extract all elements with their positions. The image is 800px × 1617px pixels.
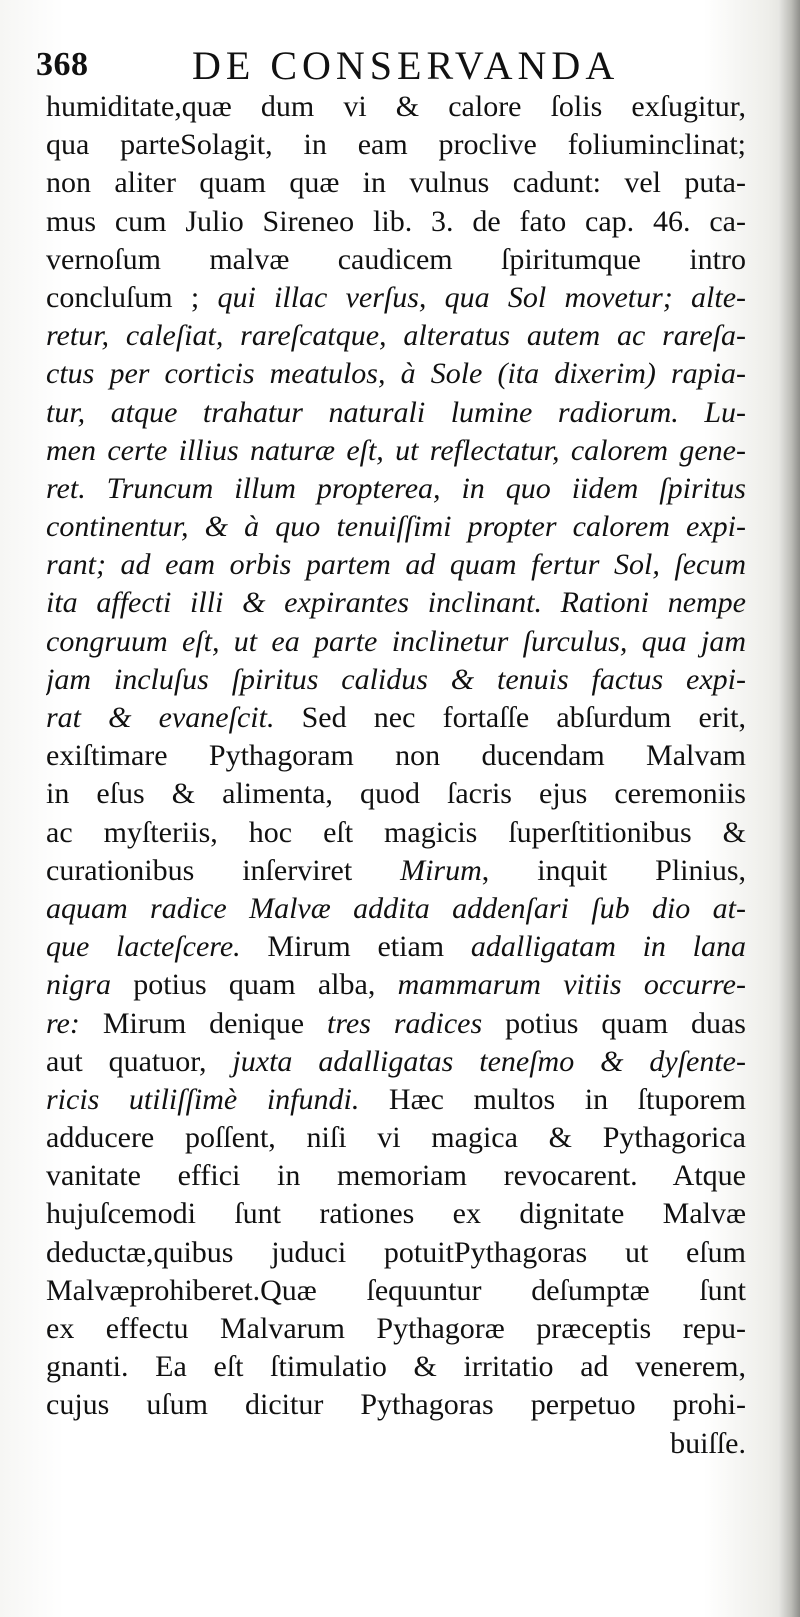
roman-text: Sed nec fortaſſe abſurdum erit, (301, 701, 746, 734)
roman-text: adducere poſſent, niſi vi magica & Pythagorica (46, 1121, 746, 1155)
roman-text: concluſum ; (46, 280, 218, 314)
text-line (46, 852, 746, 890)
italic-text: ret. Truncum illum propterea, in quo iidem ſpiritus (46, 471, 746, 505)
italic-text: juxta adalligatas teneſmo & dyſente- (232, 1044, 746, 1078)
text-line (46, 394, 746, 432)
roman-text: non aliter quam quæ in vulnus cadunt: vel puta- (46, 166, 746, 200)
text-line (46, 1272, 746, 1310)
text-line (46, 164, 746, 202)
roman-text: curationibus inſerviret (46, 853, 401, 887)
roman-text: in eſus & alimenta, quod ſacris ejus ceremoniis (46, 777, 746, 811)
text-line (46, 1310, 746, 1348)
italic-text: qui illac verſus, qua Sol movetur; alte- (217, 280, 746, 314)
roman-text: Mirum etiam (267, 930, 471, 964)
text-line (46, 508, 746, 546)
roman-text: potius quam duas (505, 1006, 746, 1040)
page-header (36, 42, 736, 92)
text-line (46, 1425, 746, 1463)
italic-text: aquam radice Malvæ addita addenſari ſub dio at- (46, 891, 746, 925)
text-line (46, 1043, 746, 1081)
text-line (46, 279, 746, 317)
text-line (46, 584, 746, 622)
roman-text: ex effectu Malvarum Pythagoræ præceptis repu- (46, 1312, 746, 1345)
text-line (46, 775, 746, 813)
text-line (46, 1195, 746, 1233)
italic-text: rant; ad eam orbis partem ad quam fertur Sol, ſecum (46, 548, 746, 582)
roman-text: vanitate effici in memoriam revocarent. Atque (46, 1159, 746, 1193)
italic-text: congruum eſt, ut ea parte inclinetur ſurculus, qua jam (46, 624, 746, 658)
italic-text: retur, caleſiat, rareſcatque, alteratus autem ac rareſa- (46, 319, 746, 353)
text-line (46, 814, 746, 852)
text-line (46, 432, 746, 470)
italic-text: ctus per corticis meatulos, à Sole (ita dixerim) rapia- (46, 357, 746, 391)
italic-text: re: (46, 1006, 103, 1040)
roman-text: Malvæprohiberet.Quæ ſequuntur deſumptæ ſunt (46, 1273, 746, 1307)
page-number: 368 (36, 46, 89, 83)
roman-text: cujus uſum dicitur Pythagoras perpetuo prohi- (46, 1388, 746, 1422)
text-line (46, 470, 746, 508)
italic-text: ita affecti illi & expirantes inclinant. Rationi nempe (46, 586, 746, 620)
text-line (46, 241, 746, 279)
text-line (46, 623, 746, 661)
italic-text: mammarum vitiis occurre- (397, 968, 746, 1002)
text-line (46, 1157, 746, 1195)
text-line (46, 1005, 746, 1043)
roman-text: mus cum Julio Sireneo lib. 3. de fato cap. 46. ca- (46, 204, 746, 238)
roman-text: buiſſe. (670, 1426, 746, 1460)
italic-text: tur, atque trahatur naturali lumine radiorum. Lu- (46, 395, 746, 429)
roman-text: Mirum denique (102, 1006, 328, 1040)
italic-text: nigra (46, 968, 134, 1002)
running-title: DE CONSERVANDA (192, 43, 620, 88)
text-line (46, 699, 746, 737)
text-line (46, 1234, 746, 1272)
italic-text: continentur, & à quo tenuiſſimi propter calorem expi- (46, 510, 746, 544)
roman-text: deductæ,quibus juduci potuitPythagoras ut eſum (46, 1235, 746, 1269)
text-line (46, 546, 746, 584)
italic-text: adalligatam in lana (470, 930, 746, 964)
roman-text: qua parteSolagit, in eam proclive foliuminclinat; (46, 128, 746, 162)
roman-text: gnanti. Ea eſt ſtimulatio & irritatio ad venerem, (46, 1350, 746, 1384)
italic-text: men certe illius naturæ eſt, ut reflectatur, calorem gene- (46, 433, 746, 467)
roman-text: Hæc multos in ſtuporem (388, 1082, 746, 1116)
text-line (46, 737, 746, 775)
roman-text: ac myſteriis, hoc eſt magicis ſuperſtitionibus & (46, 815, 746, 849)
text-line (46, 126, 746, 164)
text-line (46, 317, 746, 355)
text-line (46, 1081, 746, 1119)
text-line (46, 928, 746, 966)
text-line (46, 890, 746, 928)
italic-text: Mirum (400, 853, 482, 887)
text-line (46, 1386, 746, 1424)
roman-text: vernoſum malvæ caudicem ſpiritumque intro (46, 242, 746, 276)
italic-text: que lacteſcere. (46, 930, 268, 964)
italic-text: jam incluſus ſpiritus calidus & tenuis factus expi- (46, 662, 746, 696)
text-line (46, 88, 746, 126)
text-line (46, 355, 746, 393)
text-line (46, 1348, 746, 1386)
text-line (46, 661, 746, 699)
roman-text: hujuſcemodi ſunt rationes ex dignitate Malvæ (46, 1197, 746, 1231)
italic-text: tres radices (327, 1006, 506, 1040)
italic-text: rat & evaneſcit. (46, 701, 302, 734)
roman-text: , inquit Plinius, (481, 853, 746, 887)
text-line (46, 966, 746, 1004)
body-text (46, 88, 746, 1463)
roman-text: potius quam alba, (133, 968, 398, 1002)
roman-text: humiditate,quæ dum vi & calore ſolis exſugitur, (46, 90, 746, 123)
roman-text: exiſtimare Pythagoram non ducendam Malvam (46, 739, 746, 773)
roman-text: aut quatuor, (46, 1044, 233, 1078)
italic-text: ricis utiliſſimè infundi. (46, 1082, 389, 1116)
text-line (46, 1119, 746, 1157)
text-line (46, 203, 746, 241)
page-edge-shadow (778, 0, 800, 1617)
